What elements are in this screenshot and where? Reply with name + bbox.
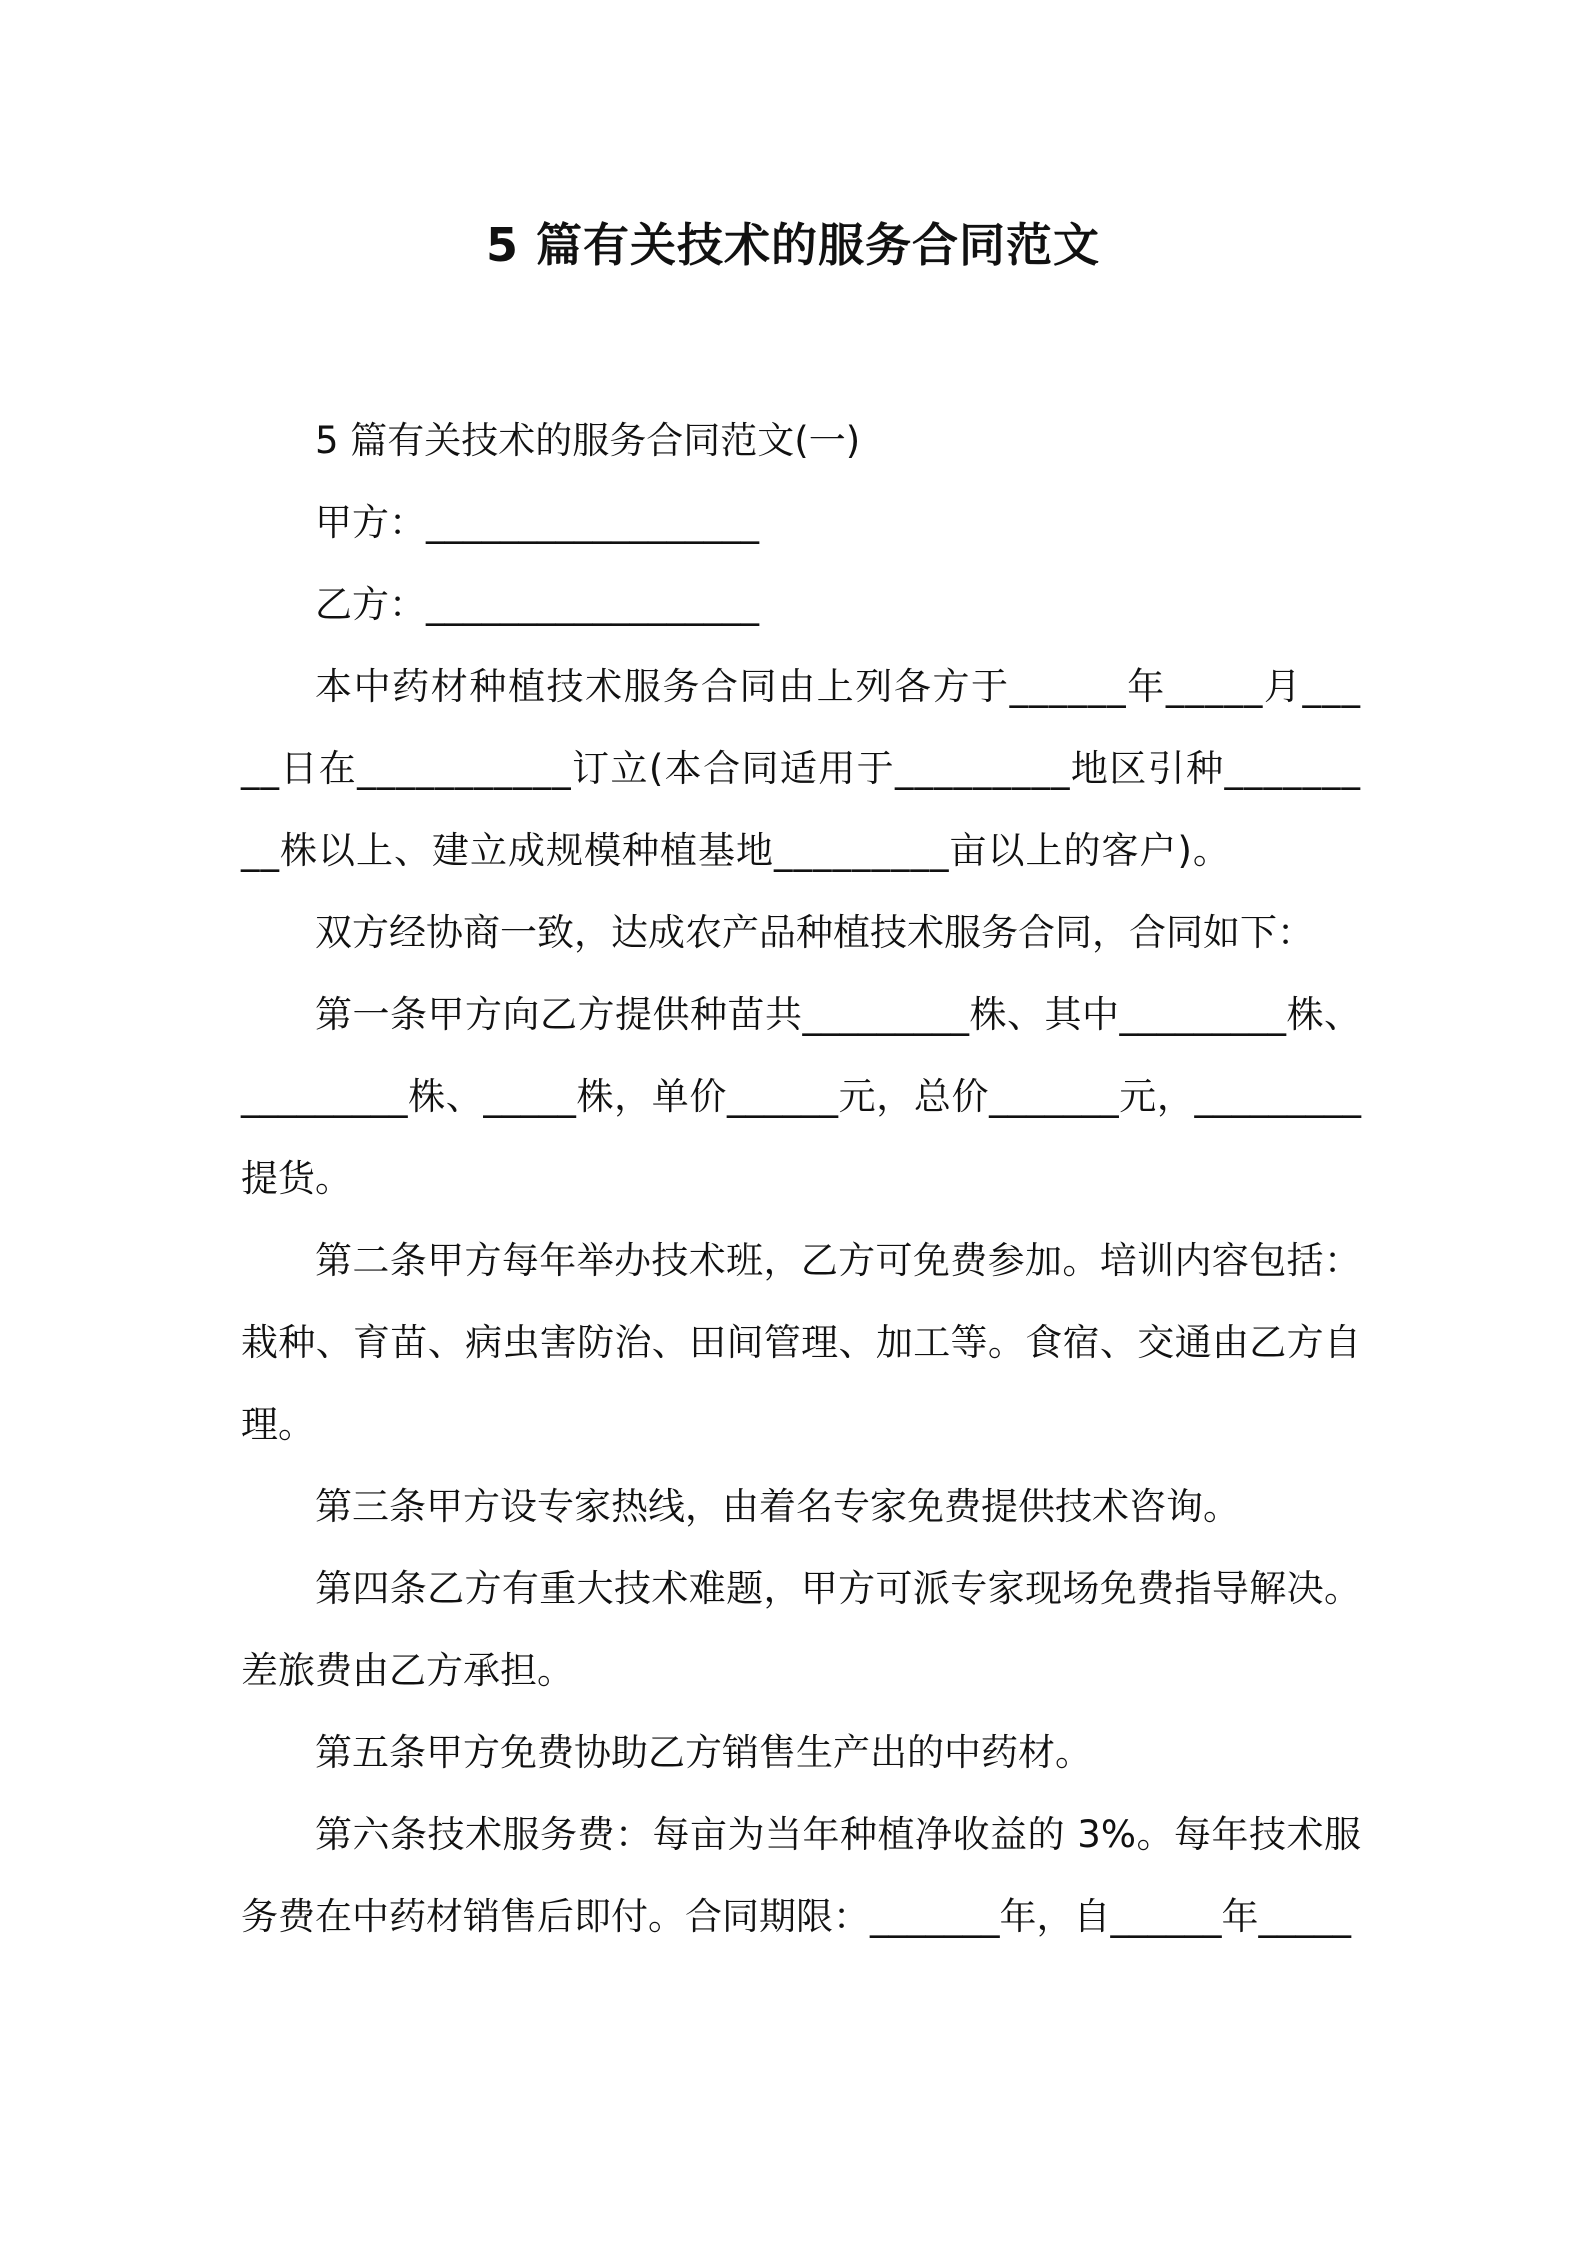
article-5-paragraph: 第五条甲方免费协助乙方销售生产出的中药材。 [315, 1731, 1092, 1774]
document-title: 5 篇有关技术的服务合同范文 [485, 218, 1101, 272]
article-6-paragraph: 第六条技术服务费：每亩为当年种植净收益的 3%。每年技术服务费在中药材销售后即付。合同期限：_______年，自______年_____ [241, 1813, 1361, 1938]
article-3-paragraph: 第三条甲方设专家热线，由着名专家免费提供技术咨询。 [315, 1485, 1240, 1528]
article-4-paragraph: 第四条乙方有重大技术难题，甲方可派专家现场免费指导解决。差旅费由乙方承担。 [241, 1567, 1361, 1692]
agreement-intro-paragraph: 双方经协商一致，达成农产品种植技术服务合同，合同如下： [315, 911, 1314, 954]
document-body [241, 400, 1361, 1958]
article-2-paragraph: 第二条甲方每年举办技术班，乙方可免费参加。培训内容包括：栽种、育苗、病虫害防治、田间管理、加工等。食宿、交通由乙方自理。 [241, 1239, 1361, 1446]
contract-preamble-paragraph: 本中药材种植技术服务合同由上列各方于______年_____月_____日在___________订立(本合同适用于_________地区引种_________株以上、建立成规模种植基地_________亩以上的客户)。 [241, 665, 1361, 872]
party-a-line: 甲方：__________________ [315, 501, 759, 544]
article-1-paragraph: 第一条甲方向乙方提供种苗共_________株、其中_________株、_________株、_____株，单价______元，总价_______元，_________提货。 [241, 993, 1361, 1200]
party-b-line: 乙方：__________________ [315, 583, 759, 626]
section-heading: 5 篇有关技术的服务合同范文(一) [315, 419, 861, 462]
